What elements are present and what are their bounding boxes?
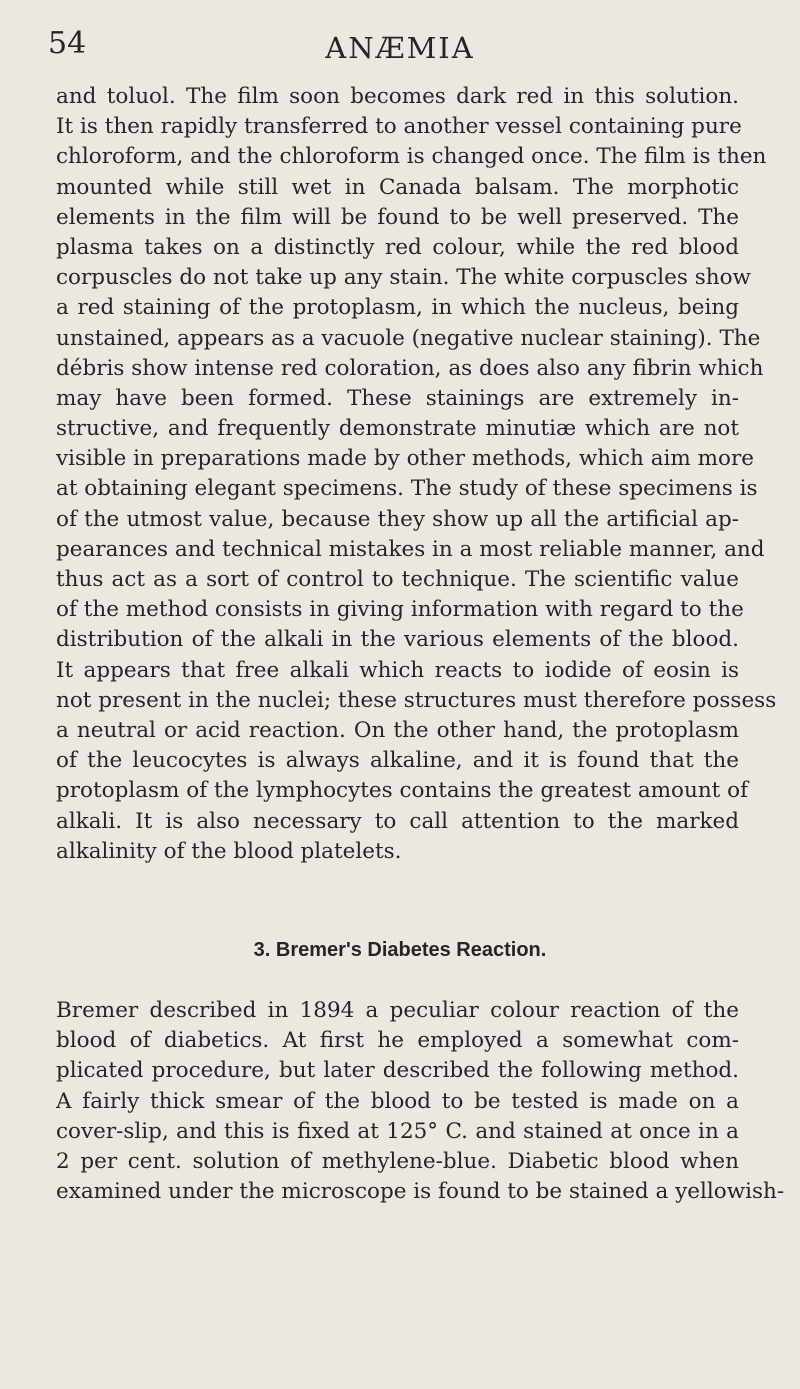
text-line: a neutral or acid reaction. On the other hand, the protoplasm xyxy=(56,717,739,743)
paragraph-1 xyxy=(56,82,777,867)
text-line: blood of diabetics. At first he employed a somewhat com- xyxy=(56,1028,739,1054)
text-line: protoplasm of the lymphocytes contains the greatest amount of xyxy=(56,778,749,804)
text-line: of the utmost value, because they show up all the artificial ap- xyxy=(56,506,739,532)
running-title: ANÆMIA xyxy=(325,31,475,65)
paragraph-2 xyxy=(56,996,785,1207)
text-line: unstained, appears as a vacuole (negative nuclear staining). The xyxy=(56,325,761,351)
text-line: A fairly thick smear of the blood to be tested is made on a xyxy=(56,1088,739,1114)
text-line: mounted while still wet in Canada balsam. The morphotic xyxy=(56,174,739,200)
text-line: pearances and technical mistakes in a most reliable manner, and xyxy=(56,536,765,562)
text-line: plasma takes on a distinctly red colour, while the red blood xyxy=(56,234,739,260)
text-line: alkali. It is also necessary to call attention to the marked xyxy=(56,808,739,834)
text-line: alkalinity of the blood platelets. xyxy=(56,838,402,864)
text-line: may have been formed. These stainings are extremely in- xyxy=(56,385,739,411)
text-line: Bremer described in 1894 a peculiar colour reaction of the xyxy=(56,998,739,1023)
text-line: not present in the nuclei; these structures must therefore possess xyxy=(56,687,777,713)
text-line: elements in the film will be found to be well preserved. The xyxy=(56,204,739,230)
text-line: a red staining of the protoplasm, in which the nucleus, being xyxy=(56,295,739,321)
text-line: structive, and frequently demonstrate minutiæ which are not xyxy=(56,416,739,442)
text-line: visible in preparations made by other methods, which aim more xyxy=(56,446,754,472)
section-heading: 3. Bremer's Diabetes Reaction. xyxy=(253,939,547,961)
text-line: examined under the microscope is found to be stained a yellowish- xyxy=(56,1179,785,1205)
text-line: It appears that free alkali which reacts to iodide of eosin is xyxy=(56,657,739,683)
text-line: thus act as a sort of control to technique. The scientific value xyxy=(56,567,739,592)
text-line: of the method consists in giving information with regard to the xyxy=(56,597,744,623)
text-line: cover-slip, and this is fixed at 125° C. and stained at once in a xyxy=(56,1118,739,1144)
text-line: corpuscles do not take up any stain. The white corpuscles show xyxy=(56,265,751,291)
text-line: It is then rapidly transferred to another vessel containing pure xyxy=(56,114,742,140)
page-number: 54 xyxy=(48,26,87,61)
text-line: plicated procedure, but later described the following method. xyxy=(56,1058,739,1084)
text-line: chloroform, and the chloroform is changed once. The film is then xyxy=(56,144,767,170)
text-line: at obtaining elegant specimens. The study of these specimens is xyxy=(56,476,758,502)
text-line: and toluol. The film soon becomes dark red in this solution. xyxy=(56,84,739,109)
text-line: of the leucocytes is always alkaline, and it is found that the xyxy=(56,748,739,774)
text-line: distribution of the alkali in the various elements of the blood. xyxy=(56,627,739,653)
text-line: débris show intense red coloration, as does also any fibrin which xyxy=(56,355,764,381)
text-line: 2 per cent. solution of methylene-blue. Diabetic blood when xyxy=(56,1148,739,1174)
